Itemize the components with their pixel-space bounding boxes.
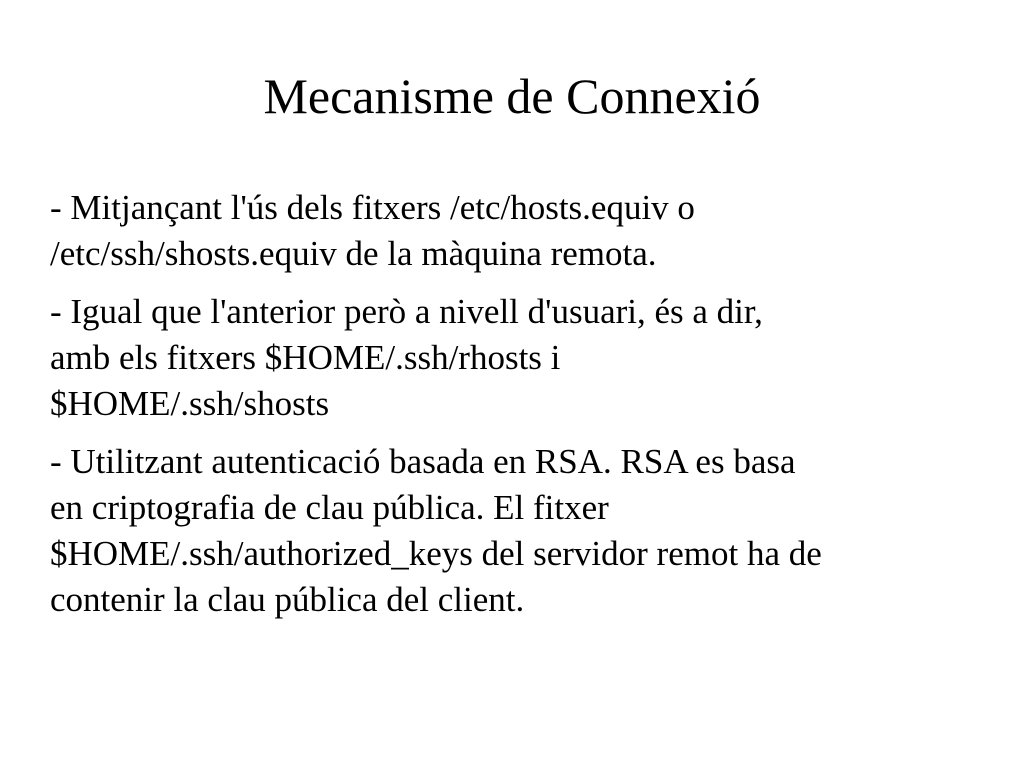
slide-title: Mecanisme de Connexió xyxy=(263,68,761,124)
paragraph-rsa-auth: - Utilitzant autenticació basada en RSA. RSA es basa en criptografia de clau pública. El fitxer $HOME/.ssh/authorized_keys del servidor remot ha de contenir la clau pública del client. xyxy=(50,442,822,619)
paragraph-hosts-equiv: - Mitjançant l'ús dels fitxers /etc/hosts.equiv o /etc/ssh/shosts.equiv de la màquina remota. xyxy=(50,188,695,273)
paragraph-user-level: - Igual que l'anterior però a nivell d'usuari, és a dir, amb els fitxers $HOME/.ssh/rhosts i $HOME/.ssh/shosts xyxy=(50,292,763,423)
slide-body xyxy=(50,185,980,635)
